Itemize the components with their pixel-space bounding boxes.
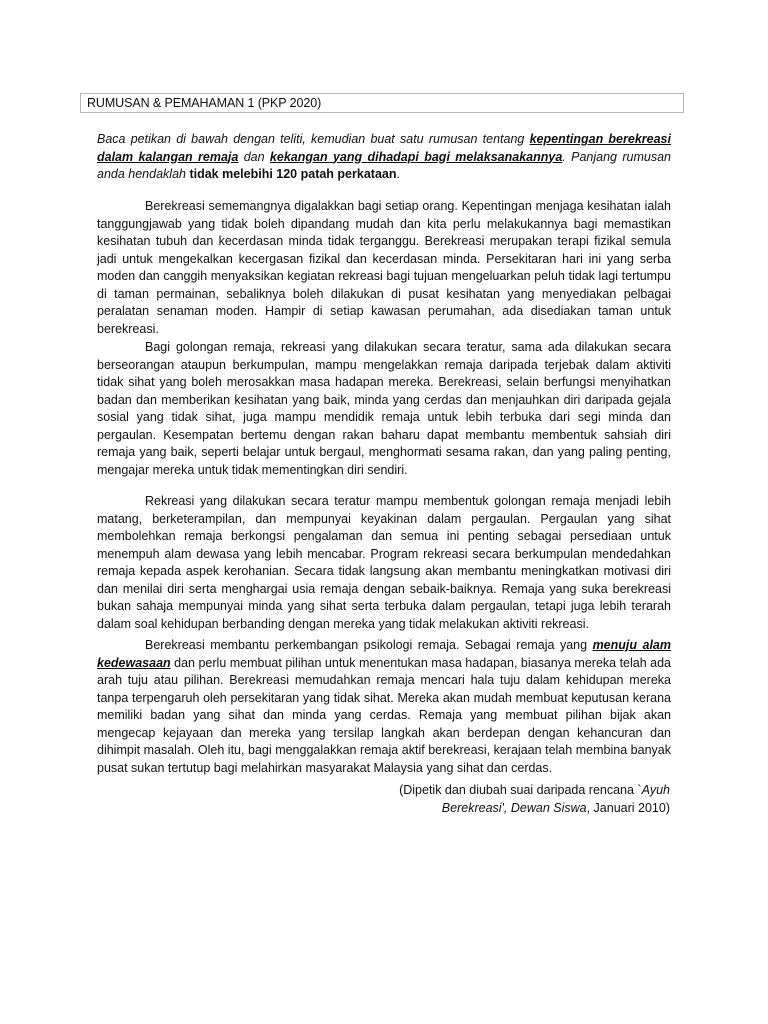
paragraph-2: Bagi golongan remaja, rekreasi yang dilakukan secara teratur, sama ada dilakukan secara berseorangan ataupun berkumpulan, mampu mengelakkan remaja daripada terjebak dalam aktiviti tidak sihat yang boleh merosakkan masa hadapan mereka. Berekreasi, selain berfungsi menyihatkan badan dan memberikan kesihatan yang baik, minda yang cerdas dan menjauhkan diri daripada gejala sosial yang tidak sihat, juga mampu mendidik remaja untuk lebih terbuka dari segi minda dan pergaulan. Kesempatan bertemu dengan rakan baharu dapat membantu membentuk sahsiah diri remaja yang baik, seperti belajar untuk bergaul, menghormati sesama rakan, dan yang paling penting, mengajar mereka untuk tidak mementingkan diri sendiri. [97,340,671,477]
instruction-word-limit: tidak melebihi 120 patah perkataan [189,167,397,181]
instruction-emphasis-topic: kepentingan berekreasi dalam kalangan remaja [97,132,671,164]
instruction-text [97,131,671,184]
page-title: RUMUSAN & PEMAHAMAN 1 (PKP 2020) [87,96,322,110]
paragraph-4 [97,637,671,777]
source-part: (Dipetik dan diubah suai daripada rencana ` [399,783,642,797]
source-title: Ayuh Berekreasi', Dewan Siswa [441,783,670,815]
instruction-part: dan [238,149,270,164]
source-citation [340,782,670,817]
paragraph-3: Rekreasi yang dilakukan secara teratur mampu membentuk golongan remaja menjadi lebih matang, berketerampilan, dan mempunyai keyakinan dalam pergaulan. Pergaulan yang sihat membolehkan remaja berkongsi pengalaman dan semua ini penting sebagai persediaan untuk menempuh alam dewasa yang lebih mencabar. Program rekreasi secara berkumpulan mendedahkan remaja kepada aspek kerohanian. Secara tidak langsung akan membantu meningkatkan motivasi diri dan menilai diri serta menghargai usia remaja dengan sebaik-baiknya. Remaja yang suka berekreasi bukan sahaja mempunyai minda yang sihat serta terbuka dalam pergaulan, tetapi juga lebih terarah dalam soal kehidupan berbanding dengan mereka yang tidak melakukan aktiviti rekreasi. [97,494,671,631]
instruction-part: Baca petikan di bawah dengan teliti, kemudian buat satu rumusan tentang [97,132,530,146]
instruction-emphasis-constraint: kekangan yang dihadapi bagi melaksanakannya [269,149,563,164]
paragraph-4-emphasis: menuju alam kedewasaan [97,638,671,670]
instruction-part: . Panjang rumusan anda hendaklah [97,149,671,181]
paragraph-1: Berekreasi sememangnya digalakkan bagi setiap orang. Kepentingan menjaga kesihatan ialah tanggungjawab yang tidak boleh dipandang mudah dan kita perlu melakukannya bagi memastikan kesihatan tubuh dan kecerdasan minda tidak terganggu. Berekreasi merupakan terapi fizikal semula jadi untuk mengekalkan kecergasan fizikal dan kecerdasan minda. Persekitaran hari ini yang serba moden dan canggih menyaksikan kegiatan rekreasi bagi tujuan mengeluarkan peluh tidak lagi tertumpu di taman permainan, sebaliknya boleh dilakukan di pusat kesihatan yang menyediakan pelbagai peralatan senaman moden. Hampir di setiap kawasan perumahan, ada disediakan taman untuk berekreasi. [97,199,671,336]
paragraph-4-part: dan perlu membuat pilihan untuk menentukan masa hadapan, biasanya mereka telah ada arah tuju atau pilihan. Berekreasi memudahkan remaja mencari hala tuju dalam kehidupan mereka tanpa terpengaruh oleh persekitaran yang tidak sihat. Mereka akan mudah membuat keputusan kerana memiliki badan yang sihat dan minda yang cerdas. Remaja yang membuat pilihan bijak akan mengecap kejayaan dan mereka yang tersilap langkah akan berdepan dengan kehancuran dan dihimpit masalah. Oleh itu, bagi menggalakkan remaja aktif berekreasi, kerajaan telah membina banyak pusat sukan tertutup bagi melahirkan masyarakat Malaysia yang sihat dan cerdas. [97,655,672,775]
instruction-part: . [396,167,400,181]
source-part: , Januari 2010) [586,800,670,815]
paragraph-4-part: Berekreasi membantu perkembangan psikologi remaja. Sebagai remaja yang [145,638,593,652]
header-box [80,93,684,113]
